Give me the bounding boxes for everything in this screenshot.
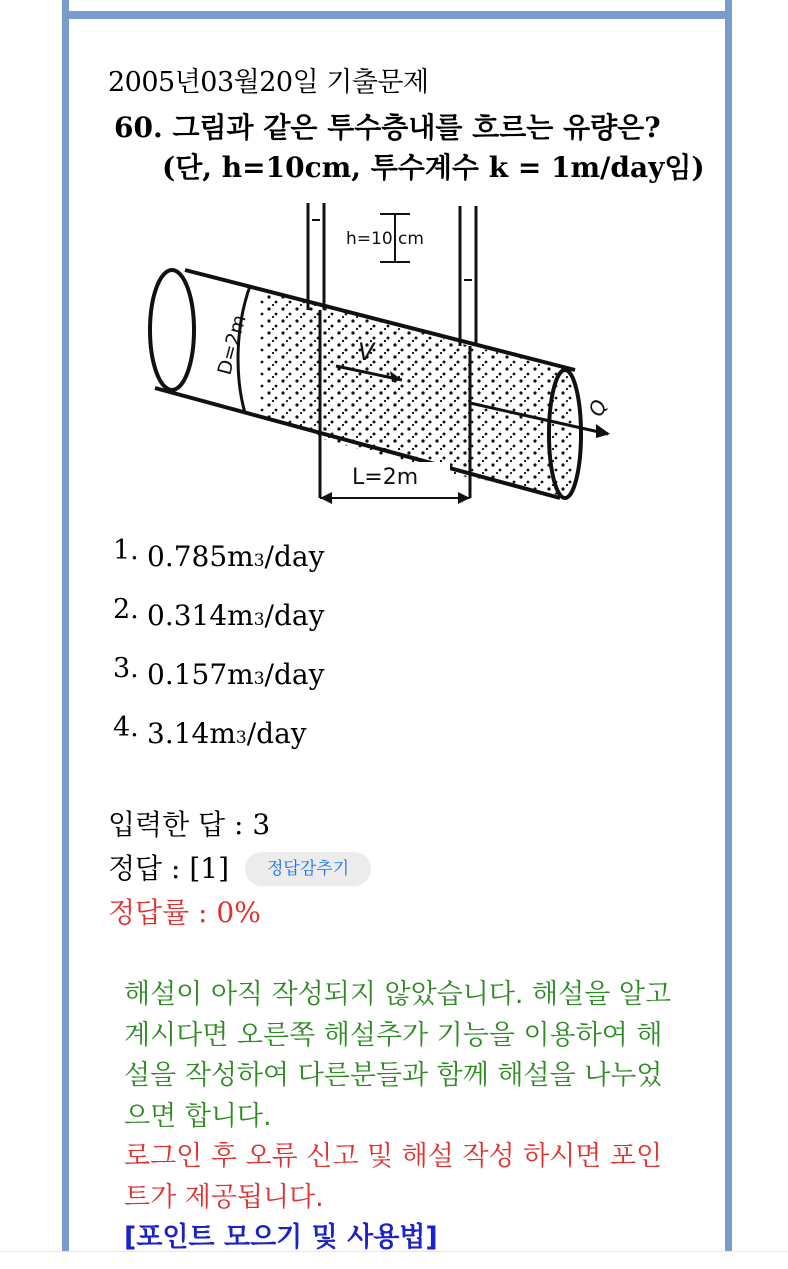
label-D: D=2m <box>213 312 251 378</box>
input-answer: 입력한 답 : 3 <box>108 808 271 841</box>
pipe-left-end <box>150 270 194 390</box>
choice-number: 3. <box>113 653 139 684</box>
choice-unit: /day <box>264 599 325 632</box>
question-title <box>114 108 705 188</box>
choice-exponent: 3 <box>235 728 247 748</box>
choice-number: 2. <box>113 594 139 625</box>
permeable-pipe-figure <box>140 198 620 514</box>
correct-rate-row <box>108 891 371 935</box>
explanation-notice: 로그인 후 오류 신고 및 해설 작성 하시면 포인트가 제공됩니다. <box>124 1141 663 1213</box>
correct-rate: 정답률 : 0% <box>108 896 261 929</box>
choice-unit: /day <box>246 717 307 750</box>
points-guide-link[interactable]: [포인트 모으기 및 사용법] <box>124 1222 438 1253</box>
choice-4[interactable] <box>113 712 324 776</box>
label-L: L=2m <box>352 465 419 490</box>
choice-value: 3.14m <box>147 717 236 750</box>
question-title-line2: (단, h=10cm, 투수계수 k = 1m/day임) <box>162 151 705 184</box>
choice-exponent: 3 <box>253 669 265 689</box>
input-answer-row <box>108 803 371 847</box>
choice-unit: /day <box>264 540 325 573</box>
choice-value: 0.314m <box>147 599 254 632</box>
choices-list <box>113 535 325 776</box>
label-h: h=10 cm <box>346 229 424 249</box>
label-Q: Q <box>583 396 612 420</box>
flow-arrow-head <box>596 424 610 438</box>
choice-number: 4. <box>113 712 139 743</box>
explanation-section <box>124 975 684 1259</box>
choice-exponent: 3 <box>253 610 265 630</box>
L-arrow-left <box>320 492 332 504</box>
correct-answer: 정답 : [1] <box>108 852 229 885</box>
answer-section <box>108 803 371 935</box>
choice-number: 1. <box>113 535 139 566</box>
choice-value: 0.157m <box>147 658 254 691</box>
choice-3[interactable] <box>113 653 325 717</box>
choice-2[interactable] <box>113 594 325 658</box>
choice-value: 0.785m <box>147 540 254 573</box>
hide-answer-button[interactable]: 정답감추기 <box>245 852 371 886</box>
label-V: V <box>358 338 375 366</box>
choice-1[interactable] <box>113 535 325 599</box>
choice-unit: /day <box>264 658 325 691</box>
correct-answer-row <box>108 847 371 891</box>
L-arrow-right <box>458 492 470 504</box>
question-title-line1: 60. 그림과 같은 투수층내를 흐르는 유량은? <box>114 111 661 144</box>
choice-exponent: 3 <box>253 551 265 571</box>
explanation-text: 해설이 아직 작성되지 않았습니다. 해설을 알고 계시다면 오른쪽 해설추가 기능을 이용하여 해설을 작성하여 다른분들과 함께 해설을 나누었으면 합니다. <box>124 979 672 1132</box>
exam-date: 2005년03월20일 기출문제 <box>108 67 429 98</box>
